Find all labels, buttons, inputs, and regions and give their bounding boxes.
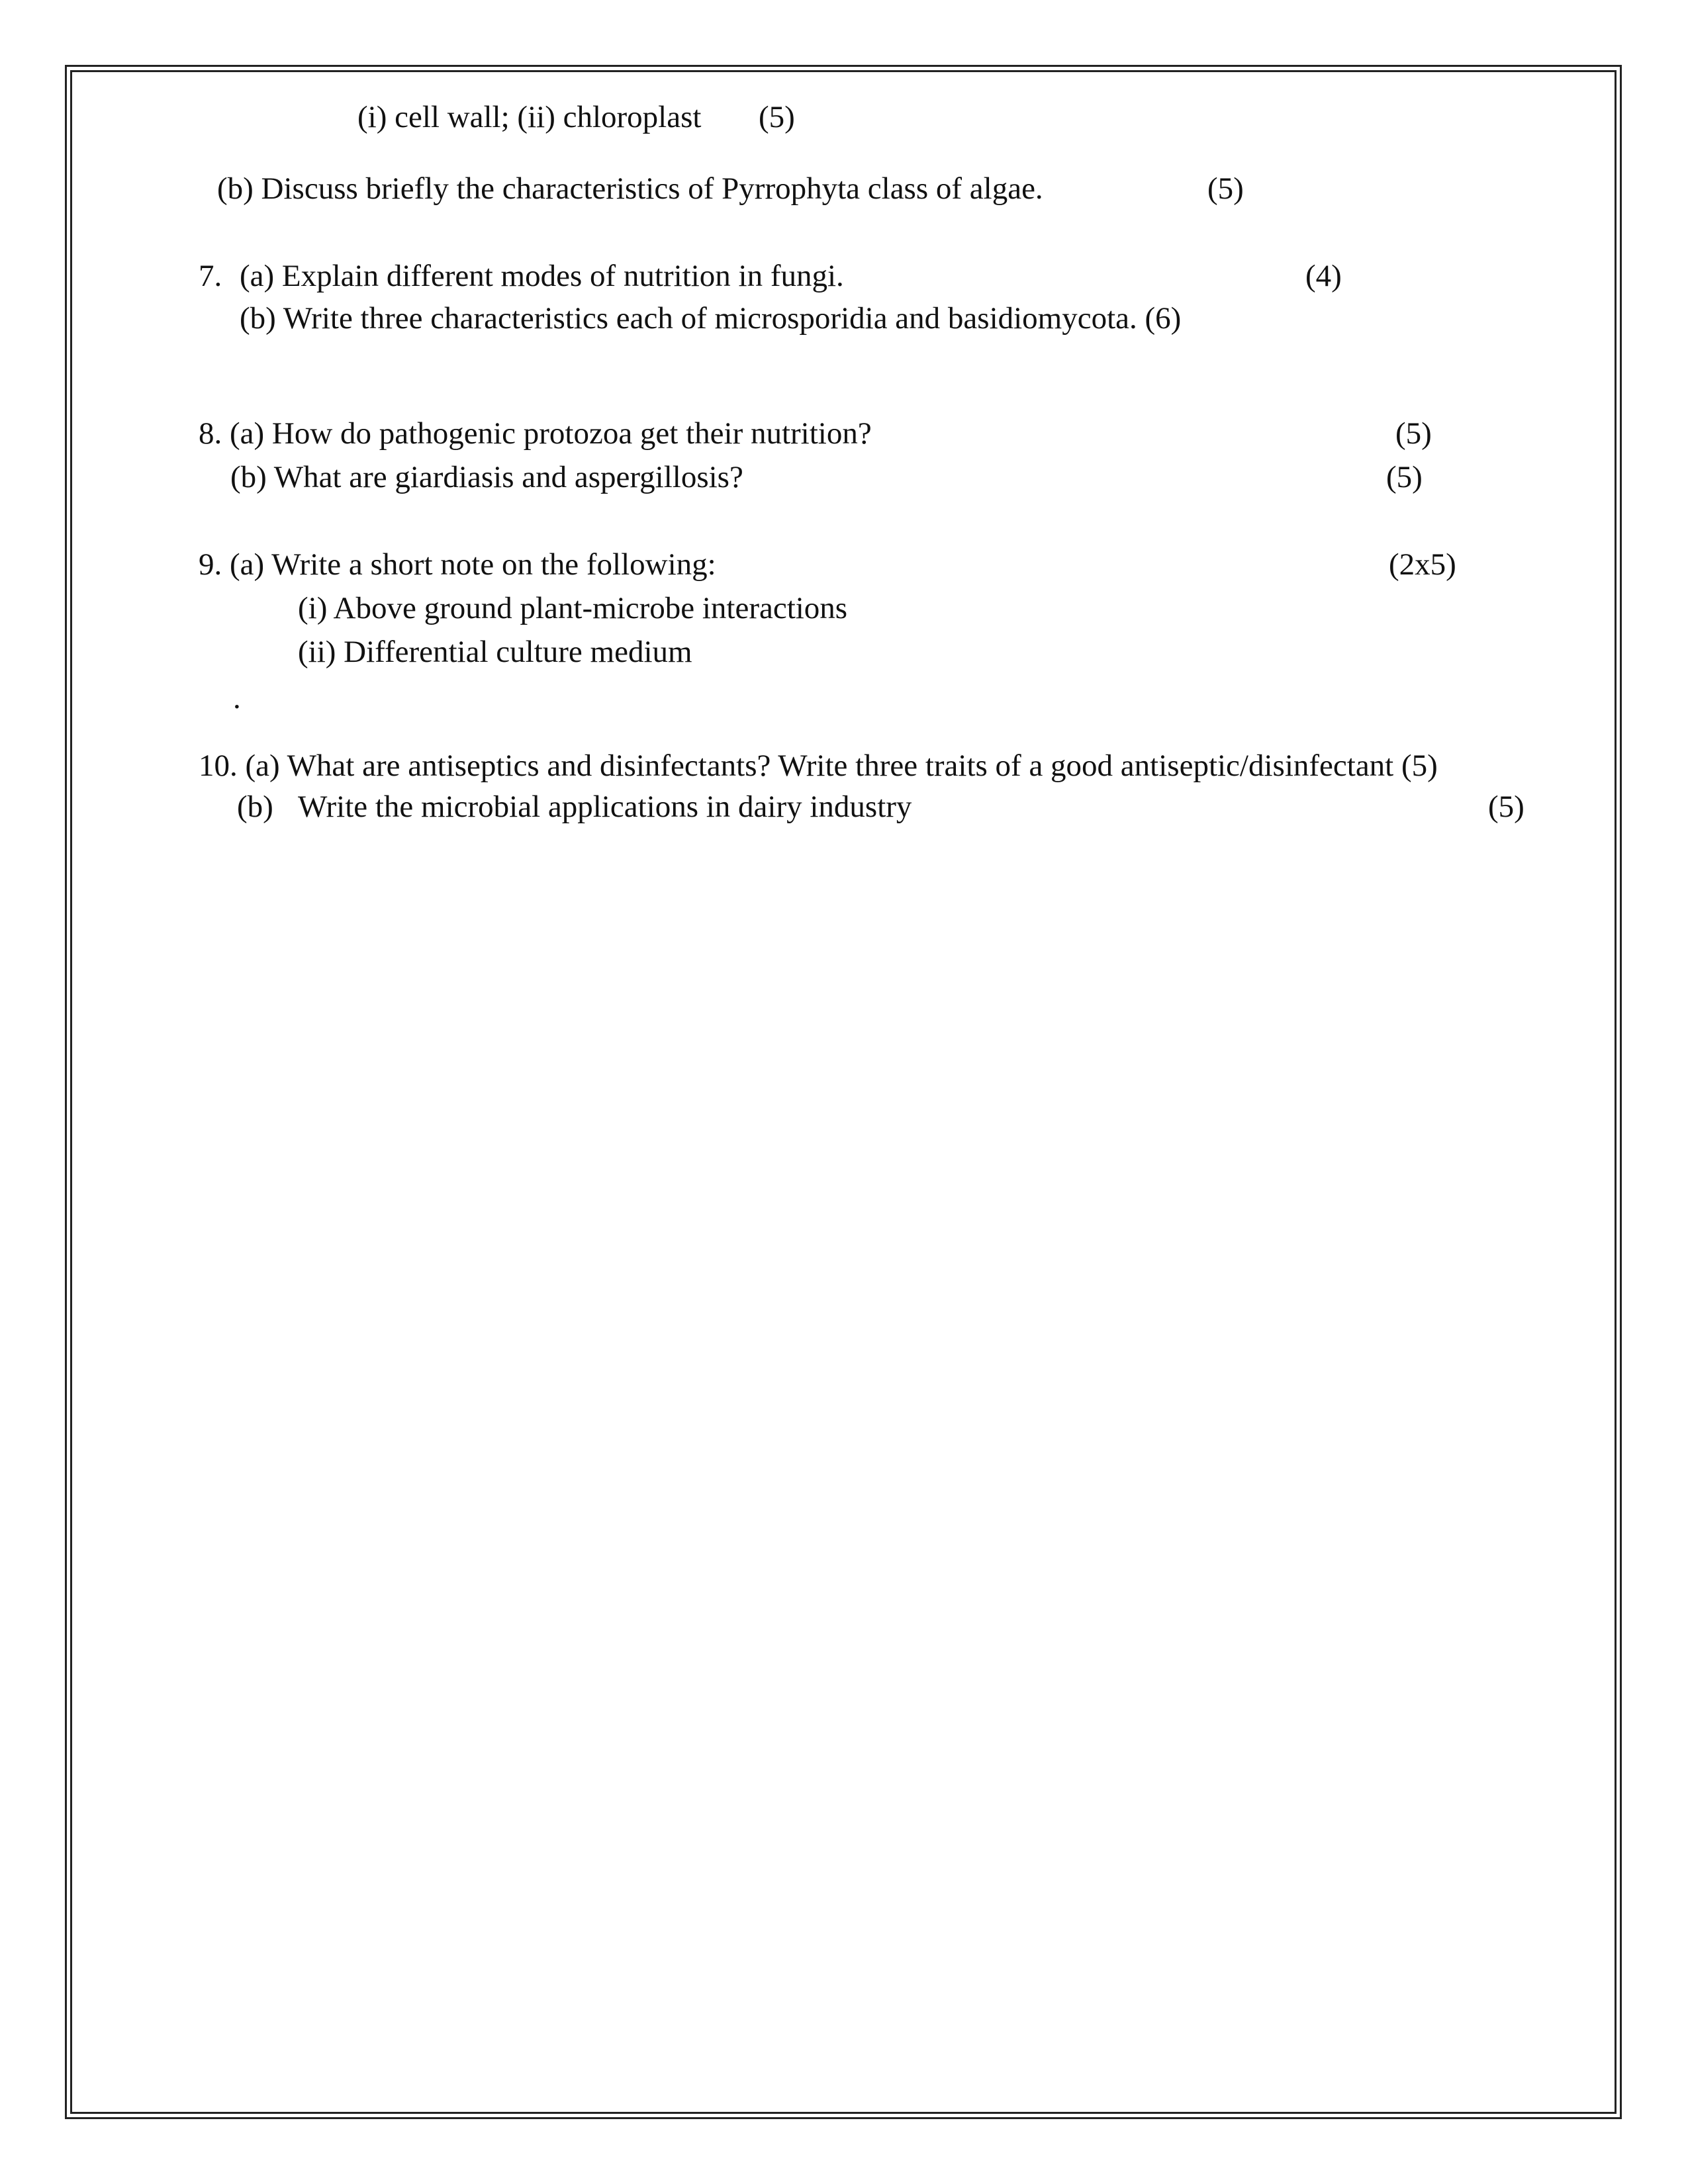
q10-part-b-label: (b) bbox=[237, 790, 273, 824]
q8-part-b-text: (b) What are giardiasis and aspergillosis? bbox=[230, 460, 743, 494]
q6-part-a-continuation: (i) cell wall; (ii) chloroplast bbox=[357, 100, 702, 134]
q8-part-a-text: 8. (a) How do pathogenic protozoa get their nutrition? bbox=[199, 416, 872, 451]
q9-part-a-marks: (2x5) bbox=[1389, 547, 1456, 582]
q6-part-a-marks: (5) bbox=[759, 100, 795, 134]
q7-part-a-marks: (4) bbox=[1305, 259, 1342, 293]
page-border-inner bbox=[70, 70, 1617, 2114]
q6-part-b-marks: (5) bbox=[1207, 171, 1244, 206]
q7-part-b-text: (b) Write three characteristics each of microsporidia and basidiomycota. (6) bbox=[240, 301, 1182, 336]
q9-item-ii: (ii) Differential culture medium bbox=[298, 635, 692, 669]
q9-item-i: (i) Above ground plant-microbe interactions bbox=[298, 591, 848, 625]
q10-part-b-marks: (5) bbox=[1488, 790, 1524, 824]
q9-part-a-text: 9. (a) Write a short note on the following: bbox=[199, 547, 716, 582]
q7-number: 7. bbox=[199, 259, 222, 293]
q10-part-b-text: Write the microbial applications in dairy industry bbox=[298, 790, 912, 824]
q10-part-a-text: 10. (a) What are antiseptics and disinfectants? Write three traits of a good antiseptic/disinfectant (5) bbox=[199, 749, 1438, 783]
q7-part-a-text: (a) Explain different modes of nutrition in fungi. bbox=[240, 259, 844, 293]
q6-part-b-text: (b) Discuss briefly the characteristics of Pyrrophyta class of algae. bbox=[217, 171, 1043, 206]
q8-part-b-marks: (5) bbox=[1386, 460, 1423, 494]
q8-part-a-marks: (5) bbox=[1395, 416, 1432, 451]
stray-dot: . bbox=[233, 681, 241, 715]
